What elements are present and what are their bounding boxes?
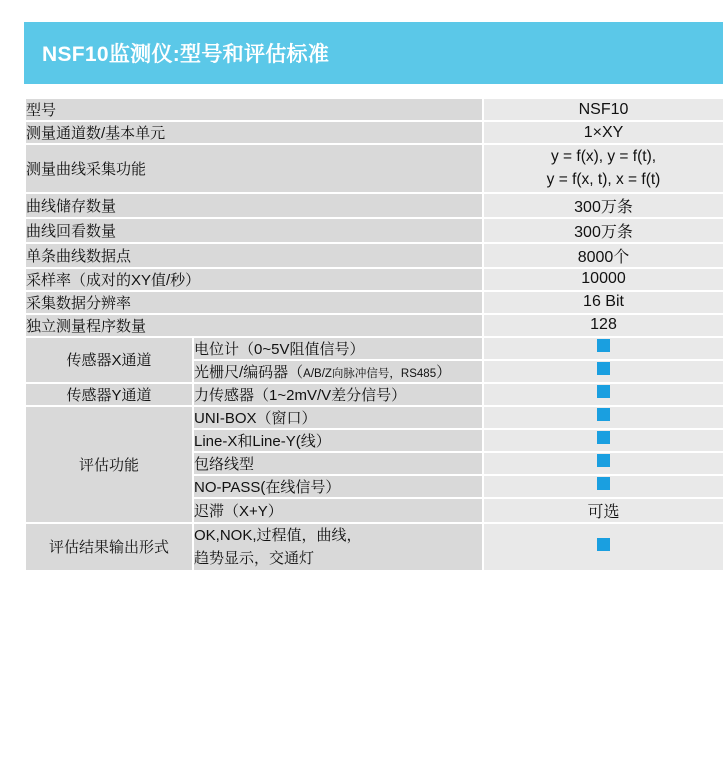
group-item-label: 迟滞（X+Y） bbox=[193, 498, 483, 523]
row-value: 1×XY bbox=[483, 121, 723, 144]
row-label: 独立测量程序数量 bbox=[25, 314, 483, 337]
item-text-line: OK,NOK,过程值，曲线， bbox=[194, 526, 362, 544]
group-item-marker-cell bbox=[483, 406, 723, 429]
row-value: 300万条 bbox=[483, 193, 723, 218]
group-item-label: 电位计（0~5V阻值信号） bbox=[193, 337, 483, 360]
item-note: A/B/Z向脉冲信号，RS485 bbox=[303, 367, 437, 380]
row-value: 300万条 bbox=[483, 218, 723, 243]
value-line: y = f(x, t), x = f(t) bbox=[546, 171, 661, 189]
row-value: 16 Bit bbox=[483, 291, 723, 314]
group-item-label: 包络线型 bbox=[193, 452, 483, 475]
header-banner bbox=[24, 22, 723, 84]
table-row bbox=[25, 144, 723, 193]
group-item-label bbox=[193, 523, 483, 572]
row-value: 128 bbox=[483, 314, 723, 337]
table-row bbox=[25, 121, 723, 144]
group-item-label bbox=[193, 360, 483, 383]
group-label-evaluation: 评估功能 bbox=[25, 406, 193, 523]
group-item-label: 力传感器（1~2mV/V差分信号） bbox=[193, 383, 483, 406]
item-text-line: 趋势显示，交通灯 bbox=[194, 549, 315, 567]
item-suffix: ） bbox=[436, 363, 452, 381]
table-row bbox=[25, 523, 723, 572]
row-value: NSF10 bbox=[483, 98, 723, 121]
row-value: 8000个 bbox=[483, 243, 723, 268]
row-label: 测量曲线采集功能 bbox=[25, 144, 483, 193]
group-item-marker-cell bbox=[483, 475, 723, 498]
checkbox-filled-icon bbox=[597, 538, 610, 551]
row-label: 测量通道数/基本单元 bbox=[25, 121, 483, 144]
group-item-value: 可选 bbox=[483, 498, 723, 523]
table-row bbox=[25, 406, 723, 429]
group-item-label: NO-PASS(在线信号） bbox=[193, 475, 483, 498]
table-row bbox=[25, 268, 723, 291]
spec-table bbox=[24, 97, 723, 572]
value-line: y = f(x), y = f(t), bbox=[550, 148, 657, 165]
group-label-output: 评估结果输出形式 bbox=[25, 523, 193, 572]
checkbox-filled-icon bbox=[597, 408, 610, 421]
item-text: 光栅尺/编码器（ bbox=[194, 363, 304, 381]
checkbox-filled-icon bbox=[597, 477, 610, 490]
group-item-marker-cell bbox=[483, 429, 723, 452]
row-label: 单条曲线数据点 bbox=[25, 243, 483, 268]
table-row bbox=[25, 218, 723, 243]
group-item-marker-cell bbox=[483, 523, 723, 572]
table-row bbox=[25, 98, 723, 121]
group-item-label: UNI-BOX（窗口） bbox=[193, 406, 483, 429]
row-label: 曲线回看数量 bbox=[25, 218, 483, 243]
row-label: 型号 bbox=[25, 98, 483, 121]
table-row bbox=[25, 291, 723, 314]
row-value bbox=[483, 144, 723, 193]
table-row bbox=[25, 314, 723, 337]
group-item-marker-cell bbox=[483, 452, 723, 475]
row-label: 曲线储存数量 bbox=[25, 193, 483, 218]
checkbox-filled-icon bbox=[597, 431, 610, 444]
row-value: 10000 bbox=[483, 268, 723, 291]
table-row bbox=[25, 337, 723, 360]
checkbox-filled-icon bbox=[597, 454, 610, 467]
group-item-marker-cell bbox=[483, 383, 723, 406]
group-item-marker-cell bbox=[483, 337, 723, 360]
group-item-marker-cell bbox=[483, 360, 723, 383]
table-row bbox=[25, 193, 723, 218]
table-row bbox=[25, 243, 723, 268]
checkbox-filled-icon bbox=[597, 362, 610, 375]
group-label-sensor-y: 传感器Y通道 bbox=[25, 383, 193, 406]
checkbox-filled-icon bbox=[597, 385, 610, 398]
checkbox-filled-icon bbox=[597, 339, 610, 352]
page-title: NSF10监测仪:型号和评估标准 bbox=[42, 43, 330, 66]
row-label: 采集数据分辨率 bbox=[25, 291, 483, 314]
table-row bbox=[25, 383, 723, 406]
row-label: 采样率（成对的XY值/秒） bbox=[25, 268, 483, 291]
left-margin bbox=[0, 0, 24, 779]
group-label-sensor-x: 传感器X通道 bbox=[25, 337, 193, 383]
group-item-label: Line-X和Line-Y(线） bbox=[193, 429, 483, 452]
